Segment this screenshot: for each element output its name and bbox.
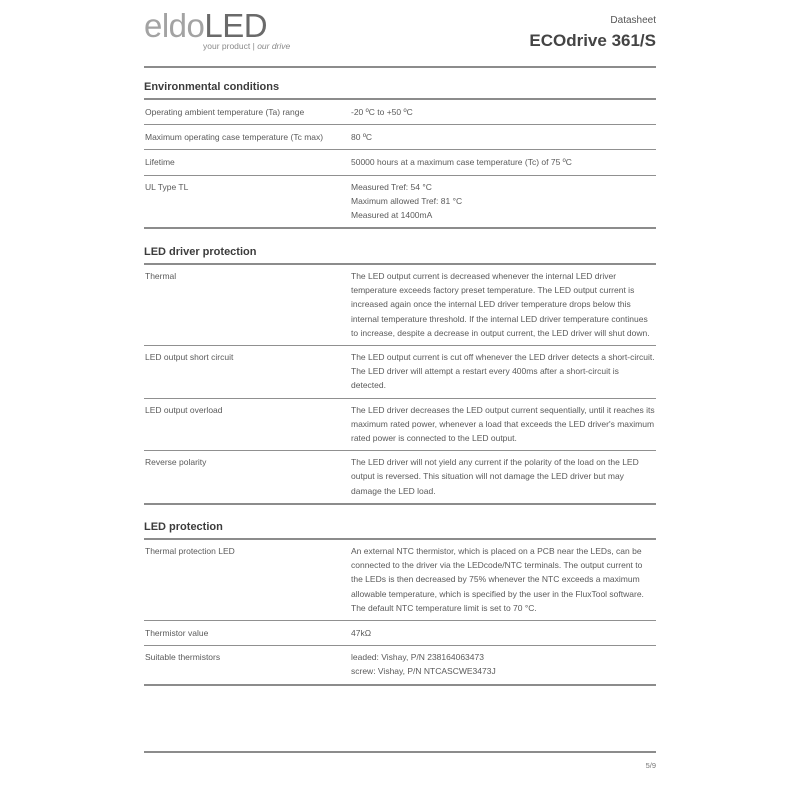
footer-divider bbox=[144, 751, 656, 753]
row-value bbox=[351, 646, 656, 683]
row-label: Operating ambient temperature (Ta) range bbox=[145, 107, 305, 117]
section-environmental-conditions bbox=[144, 80, 656, 229]
row-value: An external NTC thermistor, which is placed on a PCB near the LEDs, can be connected to the driver via the LEDcode/NTC terminals. The output current to the LEDs is then decreased by 75% whenever the NTC exceeds a maximum allowable temperature, which is specified by the user in the FluxTool software. The default NTC temperature limit is set to 70 °C. bbox=[351, 546, 644, 613]
value-line: Measured Tref: 54 °C bbox=[351, 181, 432, 192]
row-value bbox=[351, 621, 656, 645]
row-label: UL Type TL bbox=[145, 181, 189, 192]
table-row bbox=[144, 540, 656, 621]
page-number: 5/9 bbox=[645, 761, 656, 770]
logo-wordmark bbox=[144, 8, 267, 44]
section-title: Environmental conditions bbox=[144, 80, 656, 100]
eldoled-logo bbox=[144, 8, 314, 54]
section-led-protection bbox=[144, 520, 656, 686]
value-line: leaded: Vishay, P/N 238164063473 bbox=[351, 652, 484, 663]
value-line: 47kΩ bbox=[351, 628, 372, 639]
row-value bbox=[351, 176, 656, 228]
row-value bbox=[351, 100, 656, 124]
value-line: 80 ºC bbox=[351, 132, 373, 143]
header-divider bbox=[144, 66, 656, 68]
table-row bbox=[144, 176, 656, 230]
table-row bbox=[144, 346, 656, 399]
row-label: Suitable thermistors bbox=[145, 652, 221, 663]
row-value: The LED driver will not yield any current if the polarity of the load on the LED output is reversed. This situation will not damage the LED driver but may damage the LED load. bbox=[351, 457, 639, 496]
table-row bbox=[144, 265, 656, 346]
value-line: Measured at 1400mA bbox=[351, 210, 433, 221]
value-line: 50000 hours at a maximum case temperature (Tc) of 75 ºC bbox=[351, 157, 572, 168]
row-value: The LED output current is cut off whenever the LED driver detects a short-circuit. The LED driver will attempt a restart every 400ms after a short-circuit is detected. bbox=[351, 352, 655, 391]
row-label: Thermal bbox=[145, 271, 177, 281]
value-line: Maximum allowed Tref: 81 °C bbox=[351, 195, 463, 206]
table-row bbox=[144, 150, 656, 175]
table-row bbox=[144, 646, 656, 685]
row-value: The LED output current is decreased whenever the internal LED driver temperature exceeds factory preset temperature. The LED output current is increased again once the internal LED driver temperature drops below this internal temperature threshold. If the internal LED driver temperature continues to increase, despite a decrease in output current, the LED driver will shut down. bbox=[351, 271, 650, 338]
row-label: Reverse polarity bbox=[145, 457, 207, 468]
row-value bbox=[351, 125, 656, 149]
row-value: The LED driver decreases the LED output current sequentially, until it reaches its maximum rated power, whenever a load that exceeds the LED driver's maximum rated power is connected to the LED output. bbox=[351, 404, 655, 444]
logo-light-part: eldo bbox=[144, 7, 205, 44]
tagline-regular: your product | bbox=[203, 41, 258, 51]
logo-tagline bbox=[203, 41, 290, 51]
value-line: screw: Vishay, P/N NTCASCWE3473J bbox=[351, 666, 496, 677]
row-label: Lifetime bbox=[145, 157, 175, 168]
table-row bbox=[144, 451, 656, 505]
table-row bbox=[144, 621, 656, 646]
section-title: LED driver protection bbox=[144, 245, 656, 265]
table-row bbox=[144, 125, 656, 150]
document-type: Datasheet bbox=[610, 15, 656, 26]
row-value bbox=[351, 150, 656, 174]
row-label: Thermistor value bbox=[145, 628, 209, 639]
row-label: LED output overload bbox=[145, 404, 223, 415]
row-label: Thermal protection LED bbox=[145, 546, 235, 556]
tagline-italic: our drive bbox=[257, 41, 291, 51]
row-label: Maximum operating case temperature (Tc max) bbox=[145, 132, 324, 143]
table-row bbox=[144, 399, 656, 452]
value-line: -20 ºC to +50 ºC bbox=[351, 107, 413, 117]
row-label: LED output short circuit bbox=[145, 352, 234, 363]
section-title: LED protection bbox=[144, 520, 656, 540]
table-row bbox=[144, 100, 656, 125]
section-led-driver-protection bbox=[144, 245, 656, 505]
logo-bold-part: LED bbox=[204, 7, 268, 44]
product-name: ECOdrive 361/S bbox=[529, 31, 656, 50]
